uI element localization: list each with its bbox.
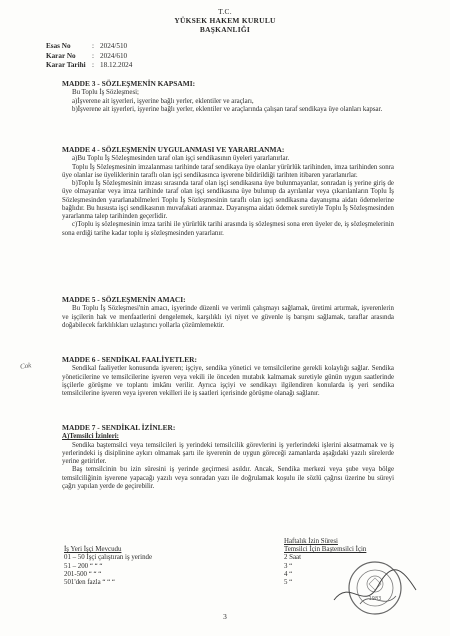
leave-duration-header: Haftalık İzin Süresi <box>284 538 338 545</box>
madde-7-title: MADDE 7 - SENDİKAL İZİNLER: <box>62 423 176 432</box>
page-number: 3 <box>223 612 227 621</box>
header-line-2: YÜKSEK HAKEM KURULU <box>174 16 276 25</box>
madde-7-para: Baş temsilcinin bu izin süresini iş yerinde geçirmesi asıldır. Ancak, Sendika merkezi veya şube veya bölge temsilciliğinin işverene yapacağı yazılı veya sonradan yazı ile doğrulamak koşulu ile sözlü çağrısı üzerine bu süreyi çağrı yapılan yerde de geçirebilir. <box>62 466 394 490</box>
madde-6-text: Sendikal faaliyetler konusunda işveren; işçiye, sendika yönetici ve temsilcilerine gerekli kolaylığı sağlar. Sendika yöneticilerine ve temsilcilerine işveren veya vekili ile önceden mutabık kalmamak suretiyle günün uygun saatlerinde işçilerle görüşme ve toplantı imkânı verilir. Ayrıca işçiyi ve sendikayı ilgilendiren konularda iş yeri sendika temsilcilerine işveren veya işveren vekilleri ile iş saatleri içerisinde görüşme olanağı sağlanır. <box>62 365 394 397</box>
madde-7-para: Sendika baştemsilci veya temsilcileri iş yerindeki temsilcilik görevlerini iş yerlerindeki işlerini aksatmamak ve iş yerlerindeki iş disiplinine aykırı olmamak şartı ile işverenin de uygun göreceği zamanlarda aşağıdaki yazılı sürelerde yerine getirirler. <box>62 441 394 465</box>
madde-3-line: a)İşverene ait işyerleri, işyerine bağlı yerler, eklentiler ve araçları, <box>72 97 254 105</box>
duration-cell: 3 “ <box>284 562 293 570</box>
meta-label: Esas No <box>46 42 71 50</box>
header-line-1: T.C. <box>218 7 232 16</box>
meta-row-karar: Karar No : 2024/610 <box>46 51 128 60</box>
workforce-header: İş Yeri İşçi Mevcudu <box>64 546 122 554</box>
madde-4-para: a)Bu Toplu İş Sözleşmesinden taraf olan işçi sendikasının üyeleri yararlanırlar. <box>72 155 290 163</box>
meta-value: 18.12.2024 <box>100 61 133 70</box>
duration-cell: 5 “ <box>284 579 293 587</box>
madde-4-para: c)Toplu iş sözleşmesinin imza tarihi ile yürürlük tarihi arasında iş sözleşmesi sona eren üyeler de, iş sözleşmelerinin sona erdiği tarihe kadar toplu iş sözleşmesinden yararlanır. <box>62 221 394 237</box>
handwritten-margin-note: Cok <box>19 361 32 371</box>
madde-3-line: b)İşverene ait işyerleri, işyerine bağlı yerler, eklentiler ve araçlarında çalışan taraf sendikaya üye olanları kapsar. <box>72 105 383 113</box>
madde-4-para: b)Toplu İş Sözleşmesinin imzası sırasında taraf olan işçi sendikasına üye bulunmayanlar, sonradan iş yerine giriş de üye olmayanlar veya imza tarihinde taraf olan işçi sendikasına üye bulunup da ayrılanlar veya çıkarılanların Toplu İş Sözleşmesinden yararlanabilmeleri Toplu İş Sözleşmesinin taraflı olan işçi sendikasına dayanışma aidatı ödemelerine bağlıdır. Bu hususta işçi sendikasının muvafakati aranmaz. Dayanışma aidatı ödemek suretiyle Toplu İş Sözleşmesinden yararlanma talep tarihinden geçerlidir. <box>62 180 394 220</box>
madde-5-title: MADDE 5 - SÖZLEŞMENİN AMACI: <box>62 295 186 304</box>
leave-table-header-2 <box>64 546 394 554</box>
madde-4-title: MADDE 4 - SÖZLEŞMENİN UYGULANMASI VE YARARLANMA: <box>62 145 285 154</box>
madde-4-para: Toplu İş Sözleşmesinin imzalanması tarihinde taraf sendikaya üye olanlar yürürlük tarihinden, imza tarihinden sonra üye olanlar ise üyeliklerinin taraflı olan işçi sendikasınca işverene bildirildiği tarihten itibaren yararlanırlar. <box>62 163 394 179</box>
madde-7-section <box>62 424 394 491</box>
madde-5-section <box>62 296 394 330</box>
madde-3-line: Bu Toplu İş Sözleşmesi; <box>72 89 139 97</box>
seal-year: 1983 <box>368 596 382 602</box>
madde-4-section <box>62 146 394 238</box>
signature-scribble-icon <box>330 560 422 620</box>
workforce-cell: 01 – 50 İşçi çalıştıran iş yerinde <box>64 554 153 562</box>
madde-3-section <box>62 80 394 114</box>
madde-5-text: Bu Toplu İş Sözleşmesi'nin amacı, işyerinde düzenli ve verimli çalışmayı sağlamak, üretimi artırmak, işverenlerin ve işçilerin hak ve menfaatlerini dengelemek, karşılıklı iyi niyet ve güvenle iş barışını sağlamak, taraflar arasında doğabilecek farklılıkları uzlaştırıcı yollarla çözümlemektir. <box>62 305 394 329</box>
workforce-cell: 51 – 200 “ “ “ <box>64 562 103 570</box>
madde-7-subtitle: A)Temsilci İzinleri: <box>62 433 119 441</box>
meta-value: 2024/510 <box>100 42 128 50</box>
workforce-cell: 501'den fazla “ “ “ <box>64 579 115 587</box>
meta-row-tarih: Karar Tarihi : 18.12.2024 <box>46 61 133 70</box>
leave-table-header-1 <box>64 538 394 546</box>
workforce-cell: 201-500 “ “ “ <box>64 570 102 578</box>
meta-label: Karar No <box>46 51 76 60</box>
madde-6-title: MADDE 6 - SENDİKAL FAALİYETLER: <box>62 355 197 364</box>
header-line-3: BAŞKANLIĞI <box>199 25 251 34</box>
duration-cell: 2 Saat <box>284 554 302 562</box>
madde-3-title: MADDE 3 - SÖZLEŞMENİN KAPSAMI: <box>62 79 196 88</box>
meta-value: 2024/610 <box>100 51 128 60</box>
case-meta <box>46 42 132 71</box>
rep-header: Temsilci İçin Baştemsilci İçin <box>284 546 367 554</box>
meta-label: Karar Tarihi <box>46 61 86 70</box>
meta-row-esas: Esas No : 2024/510 <box>46 42 128 50</box>
madde-6-section <box>62 356 394 398</box>
duration-cell: 4 “ <box>284 570 293 578</box>
